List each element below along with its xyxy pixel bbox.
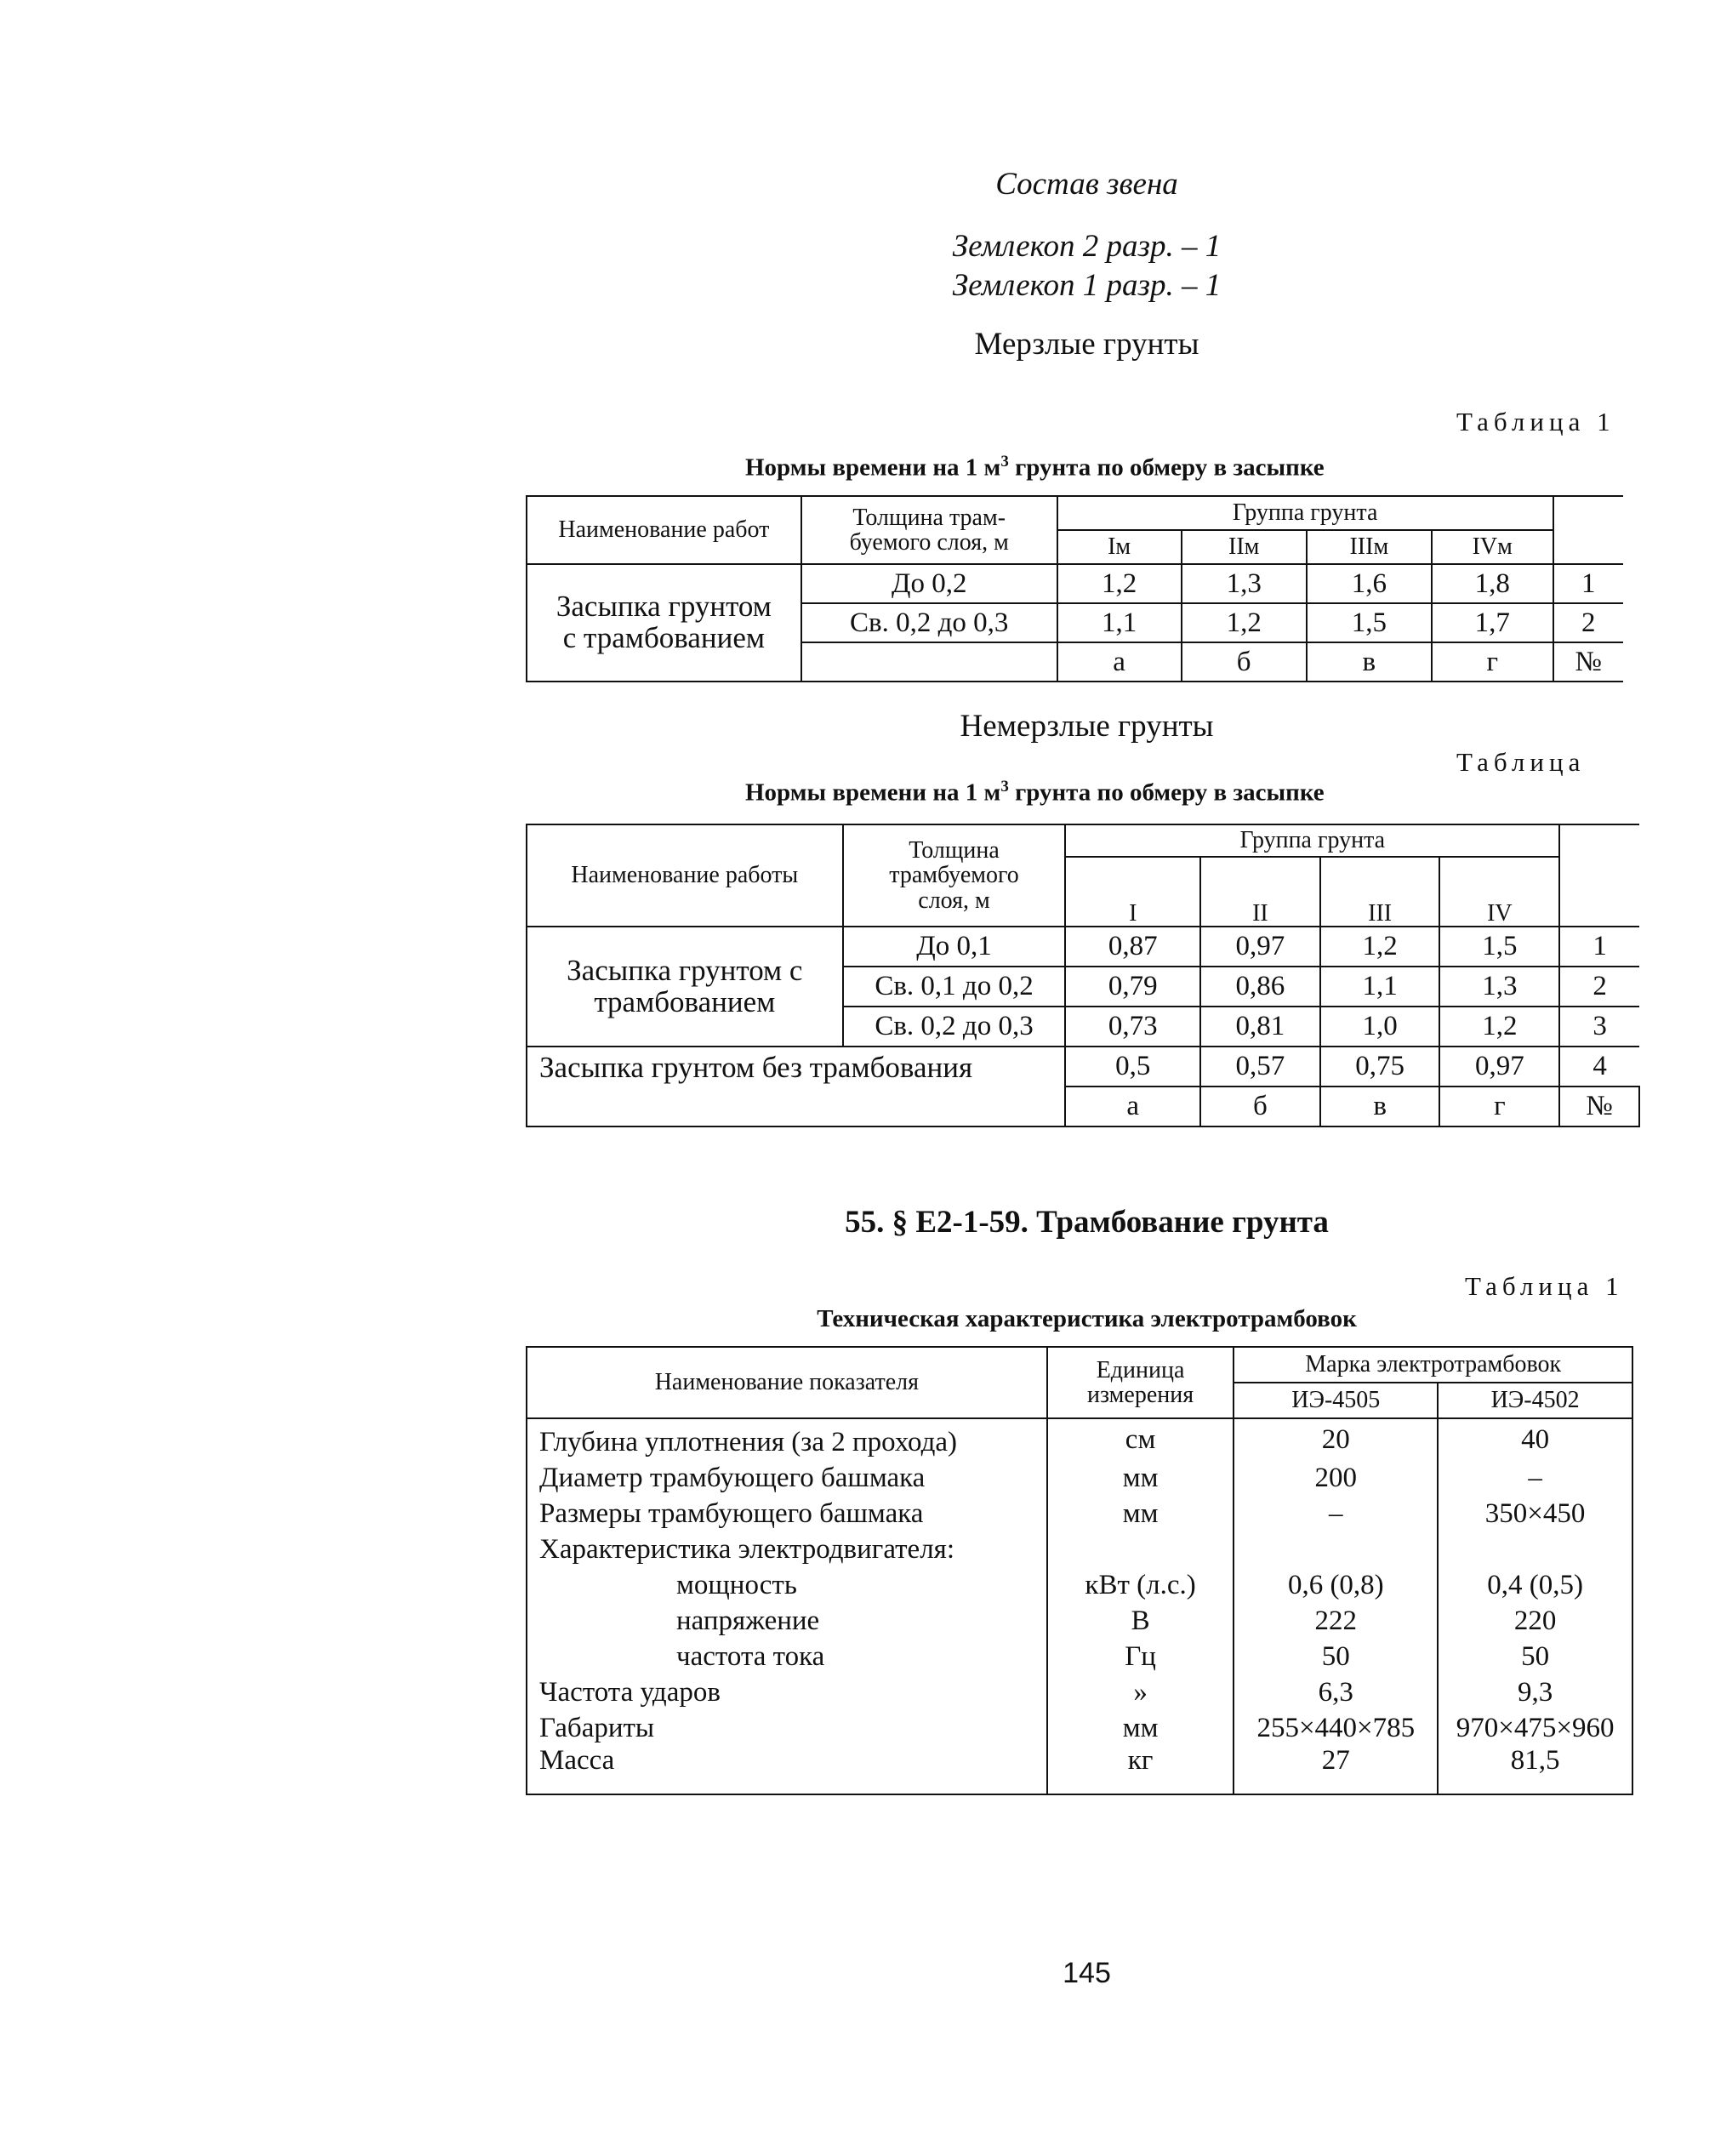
specs-row-val-b: 81,5 [1438, 1746, 1632, 1794]
unfrozen-group-2: II [1200, 857, 1320, 927]
specs-row-val-a: 50 [1234, 1639, 1438, 1674]
frozen-group-1: Iм [1057, 530, 1182, 564]
specs-row-name: частота тока [527, 1639, 1047, 1674]
specs-row-val-b: – [1438, 1460, 1632, 1496]
specs-row-val-a: 6,3 [1234, 1674, 1438, 1710]
frozen-row1-thickness: До 0,2 [801, 564, 1057, 603]
frozen-letter-a: а [1057, 642, 1182, 682]
frozen-row2-num: 2 [1553, 603, 1623, 642]
frozen-section-title: Мерзлые грунты [974, 327, 1199, 362]
specs-header-brand: Марка электротрамбовок [1234, 1347, 1632, 1383]
unfrozen-letter-d: г [1439, 1087, 1559, 1126]
unfrozen-header-group: Группа грунта [1065, 824, 1559, 857]
specs-row-unit [1047, 1531, 1234, 1567]
frozen-letter-c: в [1307, 642, 1432, 682]
specs-row-val-a: 222 [1234, 1603, 1438, 1639]
specs-row-unit: В [1047, 1603, 1234, 1639]
frozen-row1-val-a: 1,2 [1057, 564, 1182, 603]
specs-row-name: напряжение [527, 1603, 1047, 1639]
frozen-header-num-blank [1553, 496, 1623, 564]
unfrozen-row2-val-c: 1,1 [1320, 967, 1440, 1007]
specs-row-val-a: 200 [1234, 1460, 1438, 1496]
specs-row-val-b: 350×450 [1438, 1496, 1632, 1531]
unfrozen-row4-val-a: 0,5 [1065, 1047, 1200, 1087]
unfrozen-row3-val-c: 1,0 [1320, 1007, 1440, 1047]
section-55-heading: 55. § Е2-1-59. Трамбование грунта [845, 1205, 1329, 1240]
specs-header-model-a: ИЭ-4505 [1234, 1383, 1438, 1418]
frozen-norms-table [526, 495, 1623, 682]
electro-rammer-specs-table [526, 1346, 1633, 1795]
specs-row-val-b: 0,4 (0,5) [1438, 1567, 1632, 1603]
frozen-row2-val-c: 1,5 [1307, 603, 1432, 642]
specs-row-name: Габариты [527, 1710, 1047, 1746]
crew-title: Состав звена [995, 167, 1178, 202]
unfrozen-letter-a: а [1065, 1087, 1200, 1126]
section-55-table-label: Таблица 1 [1465, 1271, 1624, 1301]
unfrozen-work-with: Засыпка грунтом с трамбованием [527, 927, 843, 1047]
specs-row-unit: мм [1047, 1710, 1234, 1746]
frozen-group-3: IIIм [1307, 530, 1432, 564]
unfrozen-table-label: Таблица [1456, 747, 1586, 777]
specs-row-unit: мм [1047, 1460, 1234, 1496]
frozen-letter-blank [801, 642, 1057, 682]
specs-row-val-b: 970×475×960 [1438, 1710, 1632, 1746]
specs-row-unit: мм [1047, 1496, 1234, 1531]
specs-row-val-b [1438, 1531, 1632, 1567]
section-55-table-caption: Техническая характеристика электротрамбовок [817, 1305, 1357, 1332]
unfrozen-row4-val-c: 0,75 [1320, 1047, 1440, 1087]
unfrozen-group-4: IV [1439, 857, 1559, 927]
specs-row-val-a: 255×440×785 [1234, 1710, 1438, 1746]
frozen-work-name: Засыпка грунтом с трамбованием [527, 564, 801, 682]
frozen-table-label: Таблица 1 [1456, 407, 1615, 436]
unfrozen-row4-num: 4 [1559, 1047, 1639, 1087]
unfrozen-section-title: Немерзлые грунты [960, 709, 1214, 744]
unfrozen-header-work: Наименование работы [527, 824, 843, 927]
specs-row-name: Размеры трамбующего башмака [527, 1496, 1047, 1531]
specs-row-unit: кг [1047, 1746, 1234, 1794]
frozen-header-work: Наименование работ [527, 496, 801, 564]
frozen-row1-val-c: 1,6 [1307, 564, 1432, 603]
specs-header-unit: Единица измерения [1047, 1347, 1234, 1418]
specs-row-name: Глубина уплотнения (за 2 прохода) [527, 1418, 1047, 1460]
specs-row-name: Масса [527, 1746, 1047, 1794]
unfrozen-letter-b: б [1200, 1087, 1320, 1126]
specs-row-unit: Гц [1047, 1639, 1234, 1674]
frozen-header-thickness: Толщина трам-буемого слоя, м [801, 496, 1057, 564]
specs-row-val-a [1234, 1531, 1438, 1567]
frozen-letter-b: б [1182, 642, 1307, 682]
frozen-row1-val-b: 1,3 [1182, 564, 1307, 603]
unfrozen-header-num-blank [1559, 824, 1639, 927]
specs-row-val-a: 27 [1234, 1746, 1438, 1794]
unfrozen-row1-num: 1 [1559, 927, 1639, 967]
unfrozen-row3-val-b: 0,81 [1200, 1007, 1320, 1047]
frozen-table-caption: Нормы времени на 1 $м^3$ грунта по обмеру в засыпке [745, 453, 1325, 482]
specs-header-param: Наименование показателя [527, 1347, 1047, 1418]
crew-line-1: Землекоп 2 разр. – 1 [952, 229, 1222, 264]
frozen-row2-val-b: 1,2 [1182, 603, 1307, 642]
unfrozen-row4-val-d: 0,97 [1439, 1047, 1559, 1087]
frozen-group-4: IVм [1432, 530, 1553, 564]
specs-row-val-b: 9,3 [1438, 1674, 1632, 1710]
specs-row-name: Характеристика электродвигателя: [527, 1531, 1047, 1567]
unfrozen-row1-val-a: 0,87 [1065, 927, 1200, 967]
unfrozen-row2-val-d: 1,3 [1439, 967, 1559, 1007]
unfrozen-norms-table [526, 824, 1640, 1127]
unfrozen-row2-val-a: 0,79 [1065, 967, 1200, 1007]
frozen-row2-val-a: 1,1 [1057, 603, 1182, 642]
unfrozen-row2-val-b: 0,86 [1200, 967, 1320, 1007]
specs-row-unit: » [1047, 1674, 1234, 1710]
unfrozen-row3-val-a: 0,73 [1065, 1007, 1200, 1047]
unfrozen-row2-num: 2 [1559, 967, 1639, 1007]
unfrozen-row1-val-b: 0,97 [1200, 927, 1320, 967]
specs-row-val-b: 50 [1438, 1639, 1632, 1674]
unfrozen-work-without: Засыпка грунтом без трамбования [527, 1047, 1065, 1126]
unfrozen-num-label: № [1559, 1087, 1639, 1126]
specs-row-name: Частота ударов [527, 1674, 1047, 1710]
unfrozen-header-thickness: Толщина трамбуемого слоя, м [843, 824, 1066, 927]
specs-row-val-b: 220 [1438, 1603, 1632, 1639]
specs-row-name: мощность [527, 1567, 1047, 1603]
frozen-num-label: № [1553, 642, 1623, 682]
specs-row-unit: кВт (л.с.) [1047, 1567, 1234, 1603]
frozen-row2-val-d: 1,7 [1432, 603, 1553, 642]
specs-row-name: Диаметр трамбующего башмака [527, 1460, 1047, 1496]
unfrozen-row3-val-d: 1,2 [1439, 1007, 1559, 1047]
frozen-letter-d: г [1432, 642, 1553, 682]
unfrozen-letter-c: в [1320, 1087, 1440, 1126]
unfrozen-row3-num: 3 [1559, 1007, 1639, 1047]
page-number: 145 [1063, 1957, 1111, 1989]
frozen-row2-thickness: Св. 0,2 до 0,3 [801, 603, 1057, 642]
specs-row-val-b: 40 [1438, 1418, 1632, 1460]
unfrozen-row1-thickness: До 0,1 [843, 927, 1066, 967]
unfrozen-row1-val-c: 1,2 [1320, 927, 1440, 967]
unfrozen-row2-thickness: Св. 0,1 до 0,2 [843, 967, 1066, 1007]
specs-row-val-a: 20 [1234, 1418, 1438, 1460]
unfrozen-row1-val-d: 1,5 [1439, 927, 1559, 967]
frozen-header-group: Группа грунта [1057, 496, 1553, 530]
unfrozen-group-1: I [1065, 857, 1200, 927]
specs-row-val-a: 0,6 (0,8) [1234, 1567, 1438, 1603]
frozen-row1-num: 1 [1553, 564, 1623, 603]
frozen-row1-val-d: 1,8 [1432, 564, 1553, 603]
unfrozen-row3-thickness: Св. 0,2 до 0,3 [843, 1007, 1066, 1047]
specs-row-unit: см [1047, 1418, 1234, 1460]
unfrozen-table-caption: Нормы времени на 1 $м^3$ грунта по обмеру в засыпке [745, 778, 1325, 807]
frozen-group-2: IIм [1182, 530, 1307, 564]
specs-row-val-a: – [1234, 1496, 1438, 1531]
crew-line-2: Землекоп 1 разр. – 1 [952, 268, 1222, 303]
unfrozen-row4-val-b: 0,57 [1200, 1047, 1320, 1087]
unfrozen-group-3: III [1320, 857, 1440, 927]
specs-header-model-b: ИЭ-4502 [1438, 1383, 1632, 1418]
